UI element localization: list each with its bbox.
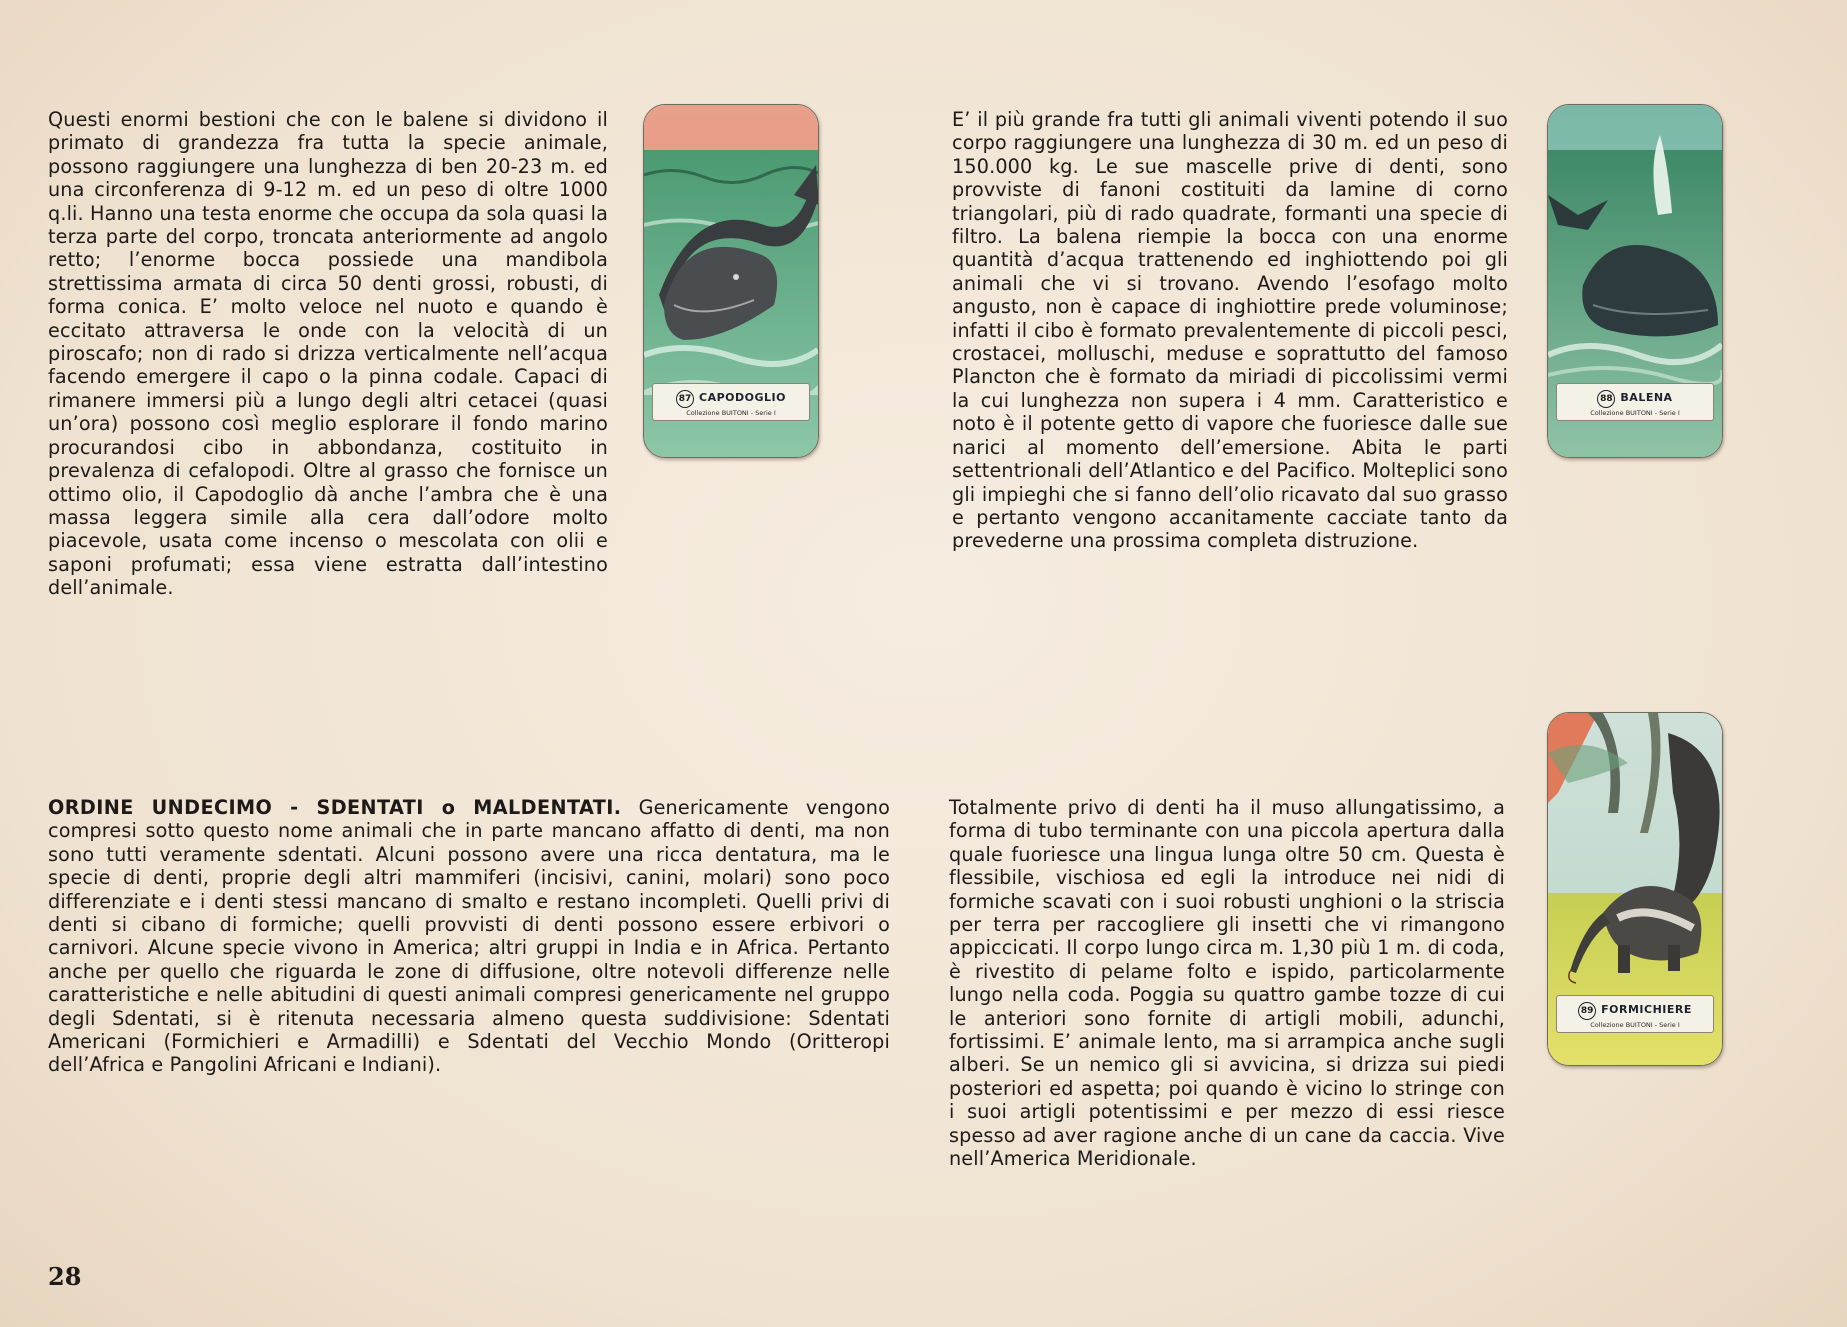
balena-text: E’ il più grande fra tutti gli animali viventi potendo il suo corpo raggiungere una lunghezza di 30 m. ed un peso di 150.000 kg. Le sue mascelle prive di denti, sono provviste di fanoni costituiti da lamine di corno triangolari, più di rado quadrate, formanti una specie di filtro. La balena riempie la bocca con una enorme quantità d’acqua trattenendo ed inghiottendo poi gli animali che vi si trovano. Avendo l’esofago molto angusto, non è capace di inghiottire prede voluminose; infatti il cibo è formato prevalentemente di piccoli pesci, crostacei, molluschi, meduse e soprattutto del famoso Plancton che è formato da miriadi di piccolissimi vermi la cui lunghezza non supera i 4 mm. Caratteristico e noto è il potente getto di vapore che fuoriesce dalle sue narici al momento dell’emersione. Abita le parti settentrionali dell’Atlantico e del Pacifico. Molteplici sono gli impieghi che si fanno dell’olio ricavato dal suo grasso e pertanto vengono accanitamente cacciate tanto da prevederne una prossima completa distruzione. (952, 108, 1508, 553)
card-name: BALENA (1620, 391, 1673, 404)
formichiere-text: Totalmente privo di denti ha il muso allungatissimo, a forma di tubo terminante con una piccola apertura dalla quale fuoriesce una lingua lunga oltre 50 cm. Questa è flessibile, vischiosa ed egli la introduce nei nidi di formiche scavati con i suoi robusti unghioni o la striscia per terra per raccogliere gli insetti che vi rimangono appiccicati. Il corpo lungo circa m. 1,30 più 1 m. di coda, è rivestito di pelame folto e ispido, particolarmente lungo nella coda. Poggia su quattro gambe tozze di cui le anteriori sono fornite di artigli mobili, adunchi, fortissimi. E’ animale lento, ma si arrampica anche sugli alberi. Se un nemico gli si avvicina, si drizza sui piedi posteriori ed aspetta; poi quando è vicino lo stringe con i suoi artigli potentissimi e per mezzo di essi riesce spesso ad aver ragione anche di un cane da caccia. Vive nell’America Meridionale. (949, 796, 1505, 1171)
card-label (1556, 995, 1714, 1033)
capodoglio-text: Questi enormi bestioni che con le balene si dividono il primato di grandezza fra tutta la specie animale, possono raggiungere una lunghezza di ben 20-23 m. ed una circonferenza di 9-12 m. ed un peso di oltre 1000 q.li. Hanno una testa enorme che occupa da sola quasi la terza parte del corpo, troncata anteriormente ad angolo retto; l’enorme bocca possiede una mandibola strettissima armata di circa 50 denti grossi, robusti, di forma conica. E’ molto veloce nel nuoto e quando è eccitato attraversa le onde con la velocità di un piroscafo; non di rado si drizza verticalmente nell’acqua facendo emergere il capo o la pinna codale. Capaci di rimanere immersi più a lungo degli altri cetacei (quasi un’ora) possono così meglio esplorare il fondo marino procurandosi cibo in abbondanza, costituito in prevalenza di cefalopodi. Oltre al grasso che fornisce un ottimo olio, il Capodoglio dà anche l’ambra che è una massa leggera simile alla cera dall’odore molto piacevole, usata come incenso o mescolata con olii e saponi profumati; essa viene estratta dall’intestino dell’animale. (48, 108, 608, 600)
card-label (1556, 383, 1714, 421)
card-balena (1547, 104, 1723, 458)
card-name: FORMICHIERE (1601, 1003, 1692, 1016)
capodoglio-paragraph (48, 108, 608, 600)
card-label (652, 383, 810, 421)
card-collection: Collezione BUITONI - Serie I (686, 409, 776, 417)
card-number: 87 (676, 390, 694, 408)
sdentati-text: Genericamente vengono compresi sotto questo nome animali che in parte mancano affatto di denti, ma non sono tutti veramente sdentati. Alcuni possono avere una ricca dentatura, ma le specie di denti, proprie degli altri mammiferi (incisivi, canini, molari) sono poco differenziate e i denti stessi mancano di smalto e restano incompleti. Quelli privi di denti si cibano di formiche; quelli provvisti di denti possono essere erbivori o carnivori. Alcune specie vivono in America; altri gruppi in India e in Africa. Pertanto anche per quello che riguarda le zone di diffusione, oltre notevoli differenze nelle caratteristiche e nelle abitudini di questi animali compresi genericamente nel gruppo degli Sdentati, si è ritenuta necessaria almeno questa suddivisione: Sdentati Americani (Formichieri e Armadilli) e Sdentati del Vecchio Mondo (Oritteropi dell’Africa e Pangolini Africani e Indiani). (48, 796, 891, 1077)
card-number: 88 (1597, 390, 1615, 408)
sdentati-paragraph (48, 796, 890, 1077)
section-heading: ORDINE UNDECIMO - SDENTATI o MALDENTATI. (48, 796, 622, 819)
balena-paragraph (952, 108, 1508, 553)
card-collection: Collezione BUITONI - Serie I (1590, 409, 1680, 417)
page-number: 28 (48, 1262, 82, 1291)
card-name: CAPODOGLIO (699, 391, 786, 404)
card-collection: Collezione BUITONI - Serie I (1590, 1021, 1680, 1029)
card-capodoglio (643, 104, 819, 458)
card-number: 89 (1578, 1002, 1596, 1020)
formichiere-paragraph (949, 796, 1505, 1171)
card-formichiere (1547, 712, 1723, 1066)
